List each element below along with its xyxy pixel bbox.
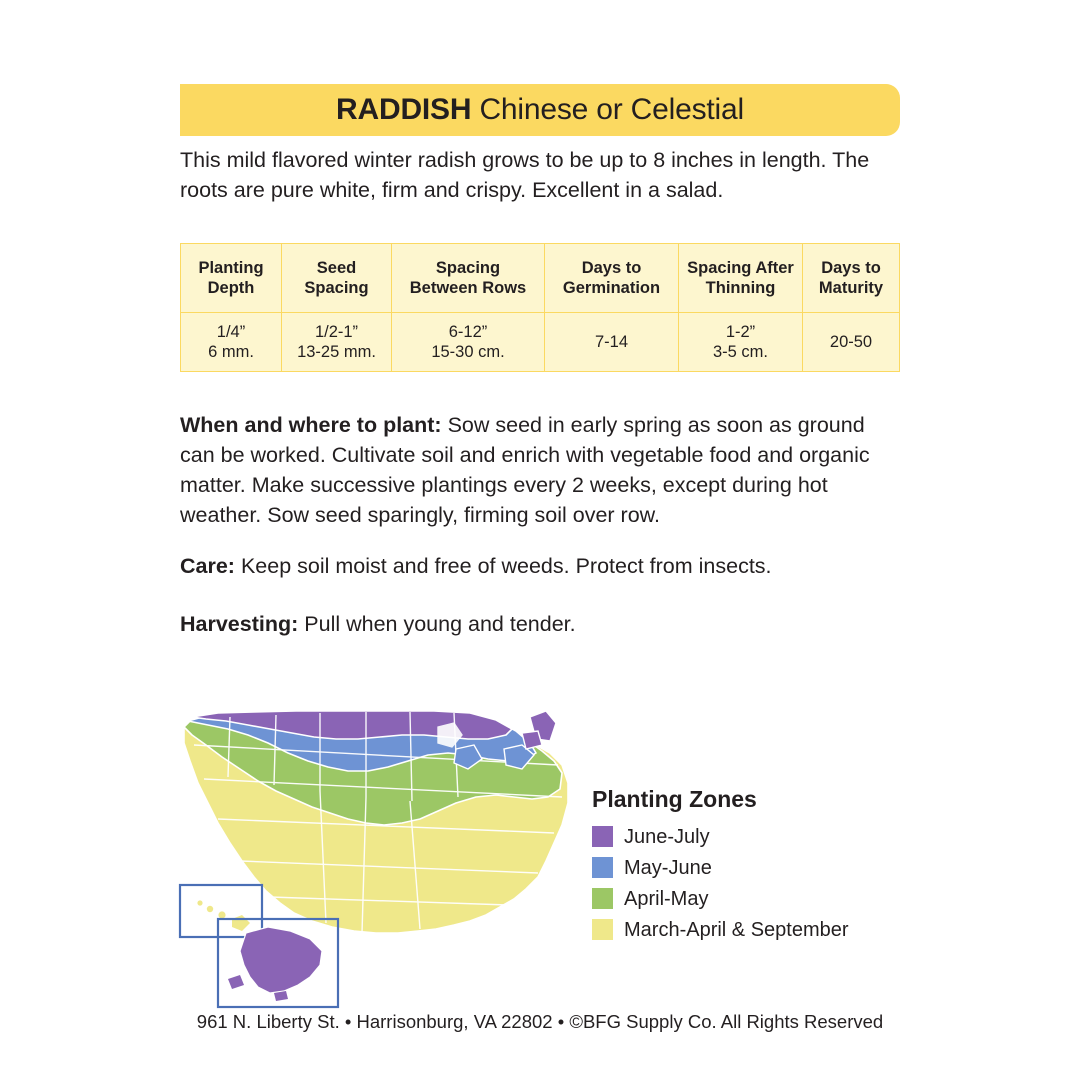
table-header-line1: Spacing After bbox=[687, 259, 794, 277]
table-cell-line2: 3-5 cm. bbox=[712, 343, 768, 361]
legend-item-june-july bbox=[592, 821, 922, 852]
section-body: Sow seed in early spring as soon as ground can be worked. Cultivate soil and enrich with vegetable food and organic matter. Make successive plantings every 2 weeks, except during hot weather. Sow seed sparingly, firming soil over row. bbox=[180, 413, 870, 527]
us-map-svg bbox=[170, 693, 590, 1013]
legend-swatch-icon bbox=[592, 919, 613, 940]
table-header-line1: Days to bbox=[581, 259, 642, 277]
table-cell bbox=[282, 313, 392, 372]
table-cell-line2: 15-30 cm. bbox=[431, 343, 505, 361]
table-header-cell bbox=[392, 244, 545, 313]
table-header-line1: Spacing bbox=[435, 259, 501, 277]
table-header-line2: Spacing bbox=[304, 279, 369, 297]
legend-swatch-icon bbox=[592, 857, 613, 878]
legend-item-label: March-April & September bbox=[624, 918, 849, 941]
table-cell-line1: 1-2” bbox=[725, 323, 756, 341]
legend-item-label: April-May bbox=[624, 887, 709, 910]
legend-swatch-icon bbox=[592, 826, 613, 847]
table-cell bbox=[679, 313, 803, 372]
table-cell bbox=[181, 313, 282, 372]
planting-zone-map bbox=[170, 693, 590, 1013]
table-row bbox=[181, 313, 900, 372]
table-header-line1: Days to bbox=[821, 259, 881, 277]
legend-item-march-april-september bbox=[592, 914, 922, 945]
table-cell bbox=[392, 313, 545, 372]
page-title-light: Chinese or Celestial bbox=[479, 93, 744, 126]
section-body: Pull when young and tender. bbox=[298, 612, 576, 636]
table-header-cell bbox=[181, 244, 282, 313]
legend-item-label: May-June bbox=[624, 856, 712, 879]
table-header-row bbox=[181, 244, 900, 313]
table-cell bbox=[545, 313, 679, 372]
table-cell-line1: 6-12” bbox=[448, 323, 488, 341]
map-legend bbox=[592, 786, 922, 945]
map-inset-hawaii bbox=[180, 885, 262, 937]
header-banner bbox=[180, 84, 900, 136]
table-header-line2: Depth bbox=[207, 279, 255, 297]
table-cell-line1: 20-50 bbox=[829, 333, 873, 351]
section-harvesting bbox=[180, 609, 892, 639]
table-cell-line1: 7-14 bbox=[594, 333, 629, 351]
footer-address: 961 N. Liberty St. • Harrisonburg, VA 22802 • ©BFG Supply Co. All Rights Reserved bbox=[196, 1011, 884, 1032]
legend-swatch-icon bbox=[592, 888, 613, 909]
page-title-bold: RADDISH bbox=[336, 93, 472, 126]
table-cell-line2: 13-25 mm. bbox=[297, 343, 376, 361]
section-care bbox=[180, 551, 892, 581]
table-cell-line2: 6 mm. bbox=[208, 343, 254, 361]
legend-item-april-may bbox=[592, 883, 922, 914]
table-header-cell bbox=[803, 244, 900, 313]
section-when-and-where bbox=[180, 410, 892, 530]
planting-info-table bbox=[180, 243, 900, 372]
section-body: Keep soil moist and free of weeds. Protect from insects. bbox=[234, 554, 772, 578]
table-cell-line1: 1/4” bbox=[216, 323, 246, 341]
section-lead: When and where to plant: bbox=[180, 413, 442, 437]
table-header-line2: Germination bbox=[562, 279, 661, 297]
table-cell-line1: 1/2-1” bbox=[314, 323, 359, 341]
table-header-line2: Thinning bbox=[705, 279, 776, 297]
section-lead: Harvesting: bbox=[180, 612, 299, 636]
table-header-cell bbox=[679, 244, 803, 313]
legend-title: Planting Zones bbox=[592, 786, 757, 812]
map-inset-alaska bbox=[218, 919, 338, 1007]
legend-item-label: June-July bbox=[624, 825, 710, 848]
table-header-line1: Planting bbox=[198, 259, 264, 277]
table-header-line1: Seed bbox=[316, 259, 357, 277]
legend-item-may-june bbox=[592, 852, 922, 883]
table-header-cell bbox=[545, 244, 679, 313]
section-lead: Care: bbox=[180, 554, 235, 578]
table-header-cell bbox=[282, 244, 392, 313]
table-cell bbox=[803, 313, 900, 372]
table-header-line2: Maturity bbox=[818, 279, 884, 297]
table-header-line2: Between Rows bbox=[409, 279, 527, 297]
page-title bbox=[336, 93, 744, 127]
intro-paragraph: This mild flavored winter radish grows to be up to 8 inches in length. The roots are pure white, firm and crispy. Excellent in a salad. bbox=[180, 148, 870, 202]
